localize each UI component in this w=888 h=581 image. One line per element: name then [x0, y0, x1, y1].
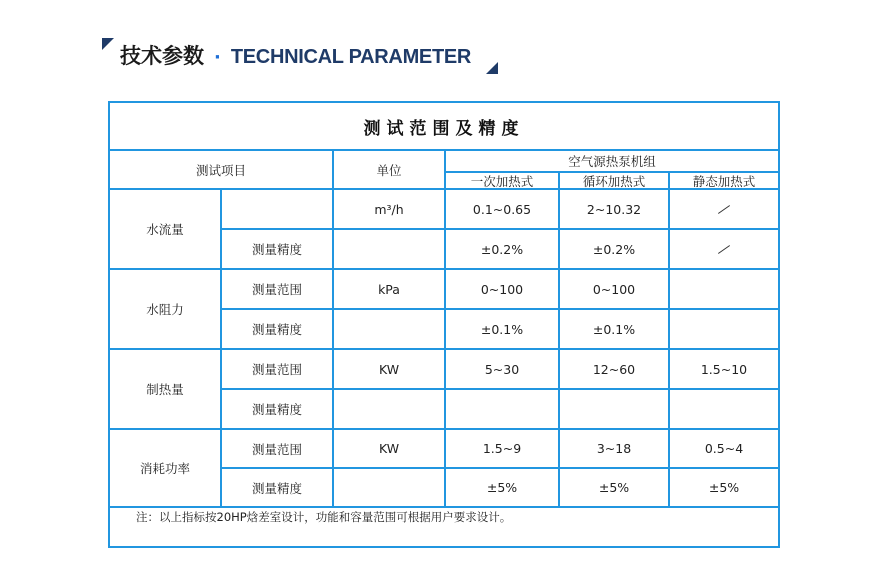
row-value-col2: ±5%: [598, 480, 630, 495]
not-applicable-slash-icon: [670, 230, 778, 268]
row-sub-label: 测量范围: [251, 362, 302, 377]
row-value-col3: 1.5~10: [700, 361, 748, 377]
row-value-col1: 0.1~0.65: [472, 201, 532, 217]
row-unit: KW: [378, 441, 400, 456]
row-value-col1: [446, 390, 558, 428]
row-value-col2: ±0.2%: [592, 241, 636, 257]
row-value-col2: 0~100: [592, 281, 636, 297]
row-unit: [334, 230, 444, 268]
not-applicable-slash-icon: [670, 190, 778, 228]
row-value-col1: ±5%: [486, 480, 518, 495]
group-water-resistance: 水阻力: [146, 302, 184, 317]
row-value-col1: ±0.1%: [480, 321, 524, 337]
row-sub-label: 测量精度: [251, 322, 302, 337]
title-english: TECHNICAL PARAMETER: [230, 46, 472, 68]
row-value-col3: ±5%: [708, 480, 740, 495]
header-col3: 静态加热式: [692, 173, 756, 189]
row-value-col1: ±0.2%: [480, 241, 524, 257]
row-sub-label: 测量范围: [251, 282, 302, 297]
row-value-col1: 5~30: [484, 361, 520, 377]
section-title: [120, 42, 471, 72]
header-unit: 单位: [376, 162, 402, 178]
row-value-col2: 2~10.32: [586, 201, 642, 217]
row-value-col2: ±0.1%: [592, 321, 636, 337]
row-value-col1: 1.5~9: [482, 441, 522, 456]
table-title: 测试范围及精度: [363, 118, 525, 139]
row-sub-label: 测量精度: [251, 480, 302, 496]
row-unit: [334, 469, 444, 506]
header-item: 测试项目: [195, 162, 246, 178]
group-heating-capacity: 制热量: [146, 382, 184, 397]
header-group: 空气源热泵机组: [568, 154, 656, 169]
group-power-consumption: 消耗功率: [139, 461, 190, 476]
row-sub-label: [222, 190, 332, 228]
section-heading: [102, 38, 502, 78]
row-value-col3: [670, 270, 778, 308]
header-col2: 循环加热式: [582, 173, 646, 189]
row-sub-label: 测量精度: [251, 402, 302, 417]
group-water-flow: 水流量: [146, 222, 184, 237]
row-value-col2: 12~60: [592, 361, 636, 377]
row-unit: KW: [378, 361, 400, 377]
row-unit: m³/h: [374, 201, 404, 217]
table-note: 注：以上指标按20HP焓差室设计，功能和容量范围可根据用户要求设计。: [136, 510, 512, 524]
corner-mark-icon: [102, 38, 114, 50]
header-col1: 一次加热式: [470, 173, 534, 189]
title-chinese: 技术参数: [120, 44, 204, 68]
row-value-col2: [560, 390, 668, 428]
row-value-col3: 0.5~4: [704, 441, 744, 456]
row-sub-label: 测量范围: [251, 441, 302, 457]
row-value-col3: [670, 310, 778, 348]
row-value-col2: 3~18: [596, 441, 632, 456]
row-unit: kPa: [378, 281, 400, 297]
row-unit: [334, 310, 444, 348]
title-separator: ·: [214, 47, 221, 68]
row-sub-label: 测量精度: [251, 242, 302, 257]
parameter-table: [108, 101, 780, 548]
row-value-col1: 0~100: [480, 281, 524, 297]
row-unit: [334, 390, 444, 428]
corner-mark-icon: [486, 62, 498, 74]
row-value-col3: [670, 390, 778, 428]
